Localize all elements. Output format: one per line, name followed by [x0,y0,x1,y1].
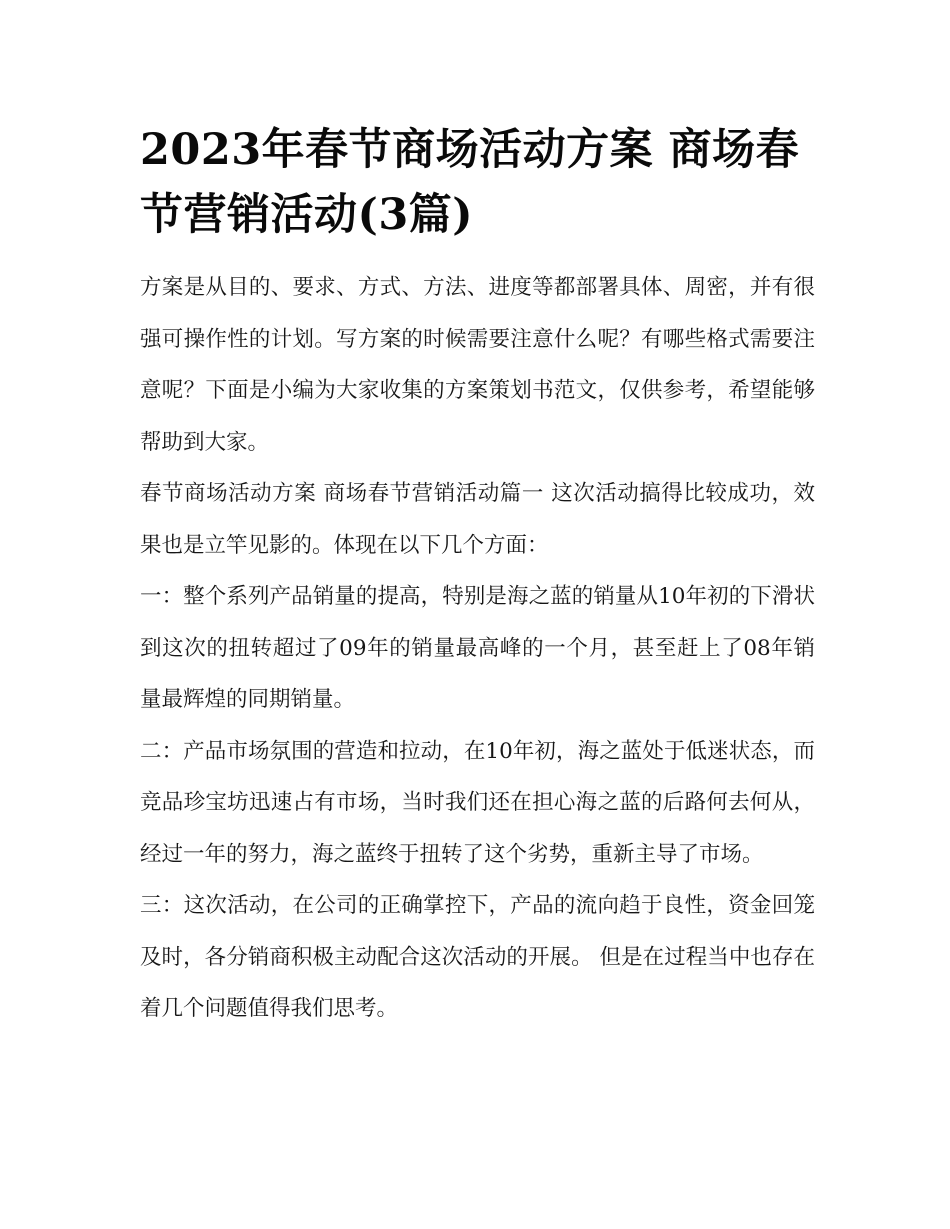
paragraph-point-three: 三：这次活动，在公司的正确掌控下，产品的流向趋于良性，资金回笼及时，各分销商积极主动配合这次活动的开展。 但是在过程当中也存在着几个问题值得我们思考。 [140,893,815,1021]
paragraph-point-two: 二：产品市场氛围的营造和拉动，在10年初，海之蓝处于低迷状态，而竞品珍宝坊迅速占有市场，当时我们还在担心海之蓝的后路何去何从，经过一年的努力，海之蓝终于扭转了这个劣势，重新主导了市场。 [140,738,815,867]
paragraph-intro: 方案是从目的、要求、方式、方法、进度等都部署具体、周密，并有很强可操作性的计划。写方案的时候需要注意什么呢？有哪些格式需要注意呢？下面是小编为大家收集的方案策划书范文，仅供参考，希望能够帮助到大家。 [140,275,815,455]
document-content [140,118,815,1035]
paragraph-section-heading: 春节商场活动方案 商场春节营销活动篇一 这次活动搞得比较成功，效果也是立竿见影的。体现在以下几个方面： [140,481,815,558]
paragraph-point-one: 一：整个系列产品销量的提高，特别是海之蓝的销量从10年初的下滑状到这次的扭转超过了09年的销量最高峰的一个月，甚至赶上了08年销量最辉煌的同期销量。 [140,584,815,712]
document-title: 2023年春节商场活动方案 商场春节营销活动(3篇) [140,125,800,240]
document-body [140,262,815,1035]
